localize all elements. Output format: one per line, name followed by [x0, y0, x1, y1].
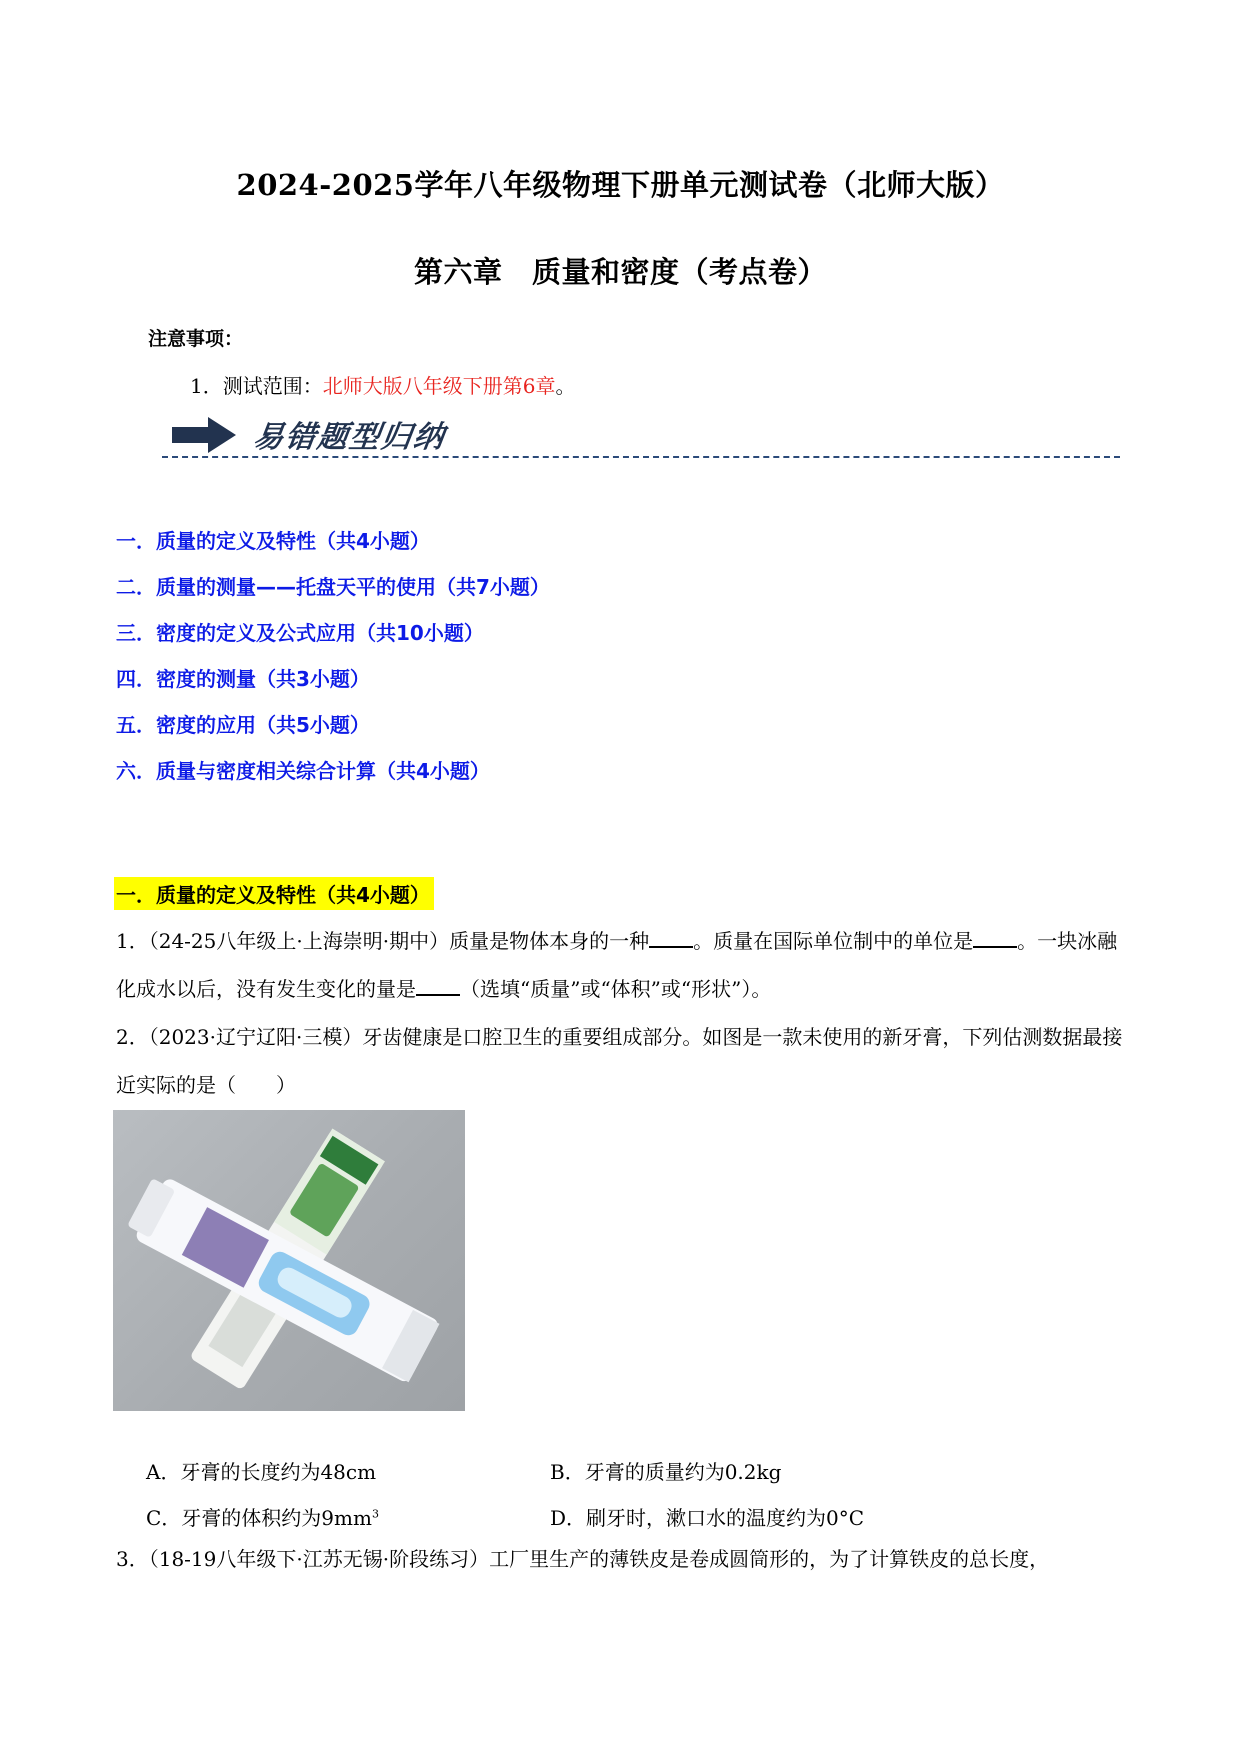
q1-text-b: 。质量在国际单位制中的单位是	[693, 929, 974, 953]
section-banner	[162, 412, 1120, 464]
toc-item-4[interactable]: 四．密度的测量（共3小题）	[116, 667, 370, 691]
question-1	[116, 917, 1126, 1013]
toc-item-2[interactable]: 二．质量的测量——托盘天平的使用（共7小题）	[116, 575, 550, 599]
question-3: 3．（18-19八年级下·江苏无锡·阶段练习）工厂里生产的薄铁皮是卷成圆筒形的，为了计算铁皮的总长度，	[116, 1547, 1050, 1571]
document-title: 2024-2025学年八年级物理下册单元测试卷（北师大版）	[236, 168, 1005, 202]
option-c-superscript: 3	[371, 1507, 379, 1521]
q1-text-d: （选填“质量”或“体积”或“形状”）。	[460, 977, 772, 1001]
notice-item-1-suffix: 。	[555, 374, 576, 398]
toc-item-5[interactable]: 五．密度的应用（共5小题）	[116, 713, 370, 737]
notice-test-scope: 北师大版八年级下册第6章	[322, 374, 556, 398]
option-a: A．牙膏的长度约为48cm	[146, 1460, 377, 1484]
question-2: 2．（2023·辽宁辽阳·三模）牙齿健康是口腔卫生的重要组成部分。如图是一款未使用的新牙膏，下列估测数据最接近实际的是（ ）	[116, 1025, 1123, 1097]
banner-title: 易错题型归纳	[251, 420, 448, 455]
toc-item-6[interactable]: 六．质量与密度相关综合计算（共4小题）	[116, 759, 490, 783]
option-b: B．牙膏的质量约为0.2kg	[550, 1460, 782, 1484]
answer-blank	[649, 928, 693, 948]
arrow-right-icon	[172, 427, 212, 443]
toothpaste-illustration	[113, 1110, 465, 1411]
notice-item-1-prefix: 1．测试范围：	[190, 374, 323, 398]
option-c-text: C．牙膏的体积约为9mm	[146, 1506, 372, 1530]
toc-item-1[interactable]: 一．质量的定义及特性（共4小题）	[116, 529, 430, 553]
q1-text-a: 1．（24-25八年级上·上海崇明·期中）质量是物体本身的一种	[116, 929, 650, 953]
answer-blank	[973, 928, 1017, 948]
toc-item-3[interactable]: 三．密度的定义及公式应用（共10小题）	[116, 621, 484, 645]
section-1-heading: 一．质量的定义及特性（共4小题）	[114, 877, 434, 910]
chapter-title: 第六章 质量和密度（考点卷）	[413, 255, 827, 289]
notice-item-1	[190, 370, 575, 399]
q1-text-c: 。一块冰融化成水以后，没有发生变化的量是	[116, 929, 1118, 1001]
option-c	[146, 1502, 379, 1531]
notice-heading: 注意事项：	[148, 328, 244, 350]
option-d: D．刷牙时，漱口水的温度约为0°C	[550, 1506, 865, 1530]
toothpaste-photo	[113, 1110, 465, 1411]
arrow-head-icon	[208, 417, 236, 453]
answer-blank	[416, 976, 460, 996]
dashed-divider	[162, 456, 1120, 458]
